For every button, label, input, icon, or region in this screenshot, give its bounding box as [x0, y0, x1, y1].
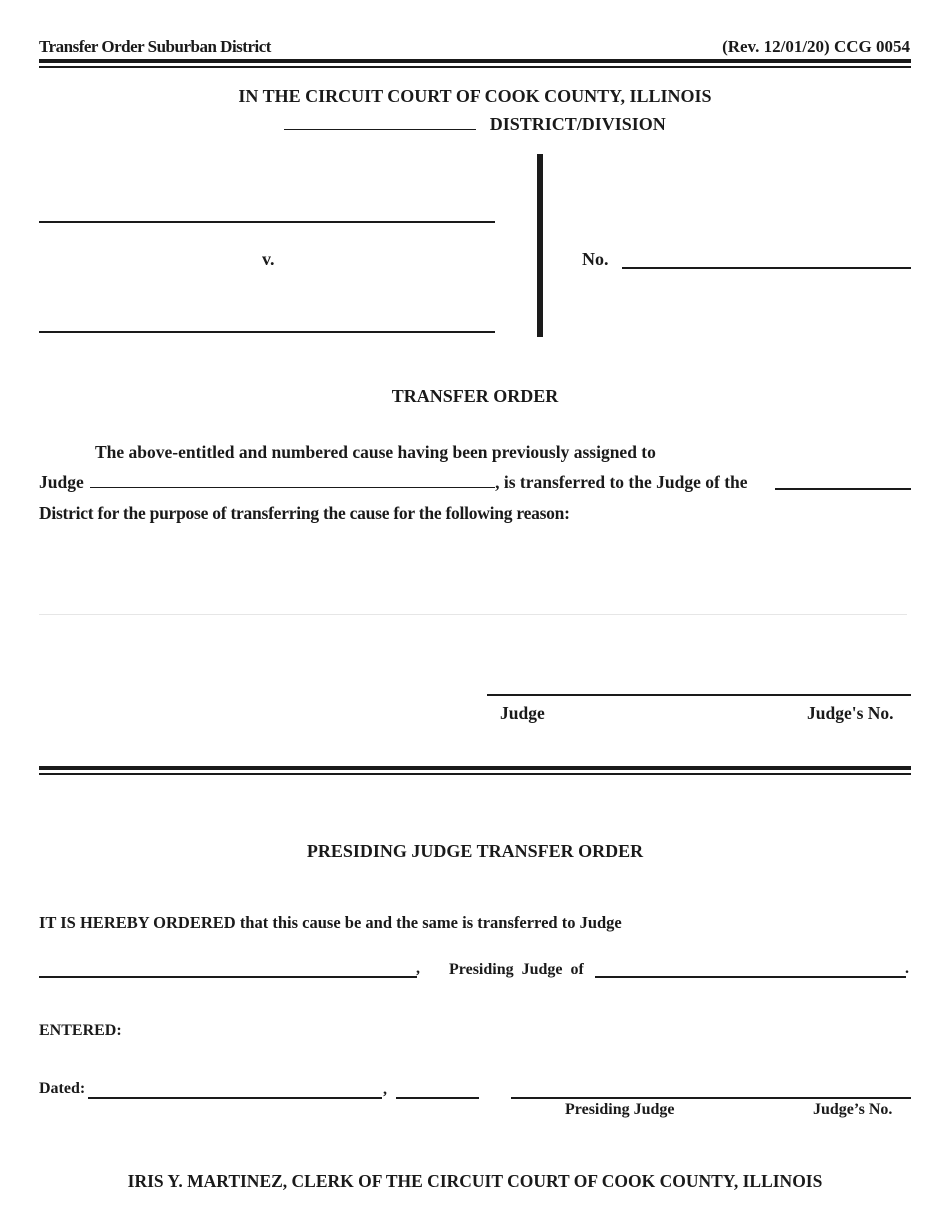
presiding-judge-label: Presiding Judge	[565, 1101, 675, 1118]
caption-divider	[537, 154, 543, 337]
transfer-order-line-1: The above-entitled and numbered cause having been previously assigned to	[95, 442, 656, 462]
judge-prefix: Judge	[39, 472, 84, 492]
presiding-judge-number-label: Judge’s No.	[813, 1101, 893, 1118]
plaintiff-field[interactable]	[39, 221, 495, 223]
judge-signature-field[interactable]	[487, 694, 911, 696]
section-rule-thick	[39, 766, 911, 770]
defendant-field[interactable]	[39, 331, 495, 333]
district-label: DISTRICT/DIVISION	[489, 114, 666, 134]
header-rule-thin	[39, 66, 911, 68]
ordered-statement	[39, 913, 622, 933]
case-number-field[interactable]	[622, 267, 911, 269]
presiding-order-title: PRESIDING JUDGE TRANSFER ORDER	[306, 841, 644, 861]
court-name: IN THE CIRCUIT COURT OF COOK COUNTY, ILLINOIS	[238, 86, 712, 106]
presiding-signature-field[interactable]	[511, 1097, 911, 1099]
district-line	[0, 114, 950, 135]
presiding-district-field[interactable]	[595, 976, 906, 978]
comma: ,	[416, 960, 420, 977]
assigned-judge-field[interactable]	[90, 473, 495, 488]
judge-signature-label: Judge	[500, 703, 545, 723]
reason-line	[39, 614, 907, 615]
dated-field[interactable]	[88, 1097, 382, 1099]
presiding-of-label: Presiding Judge of	[449, 961, 584, 978]
judge-number-label: Judge's No.	[807, 703, 894, 723]
transferred-text: , is transferred to the Judge of the	[495, 472, 748, 492]
clerk-footer: IRIS Y. MARTINEZ, CLERK OF THE CIRCUIT COURT OF COOK COUNTY, ILLINOIS	[127, 1171, 823, 1191]
year-field[interactable]	[396, 1097, 479, 1099]
district-name-field[interactable]	[775, 488, 911, 490]
entered-label: ENTERED:	[39, 1022, 122, 1039]
ordered-bold: IT IS HEREBY ORDERED	[39, 913, 236, 932]
period: .	[905, 960, 909, 977]
versus-label: v.	[262, 249, 275, 269]
header-rule-thick	[39, 59, 911, 63]
district-blank-field[interactable]	[284, 115, 476, 130]
form-title: Transfer Order Suburban District	[39, 37, 271, 56]
dated-comma: ,	[383, 1081, 387, 1098]
form-revision: (Rev. 12/01/20) CCG 0054	[722, 37, 910, 56]
transferee-judge-field[interactable]	[39, 976, 417, 978]
reason-field[interactable]	[39, 535, 911, 615]
transfer-order-line-2	[39, 472, 748, 493]
section-rule-thin	[39, 773, 911, 775]
transfer-order-line-3: District for the purpose of transferring the cause for the following reason:	[39, 503, 570, 523]
transfer-order-title: TRANSFER ORDER	[391, 386, 559, 406]
dated-label: Dated:	[39, 1080, 86, 1097]
case-number-label: No.	[582, 249, 609, 269]
ordered-rest: that this cause be and the same is transferred to Judge	[235, 913, 622, 932]
